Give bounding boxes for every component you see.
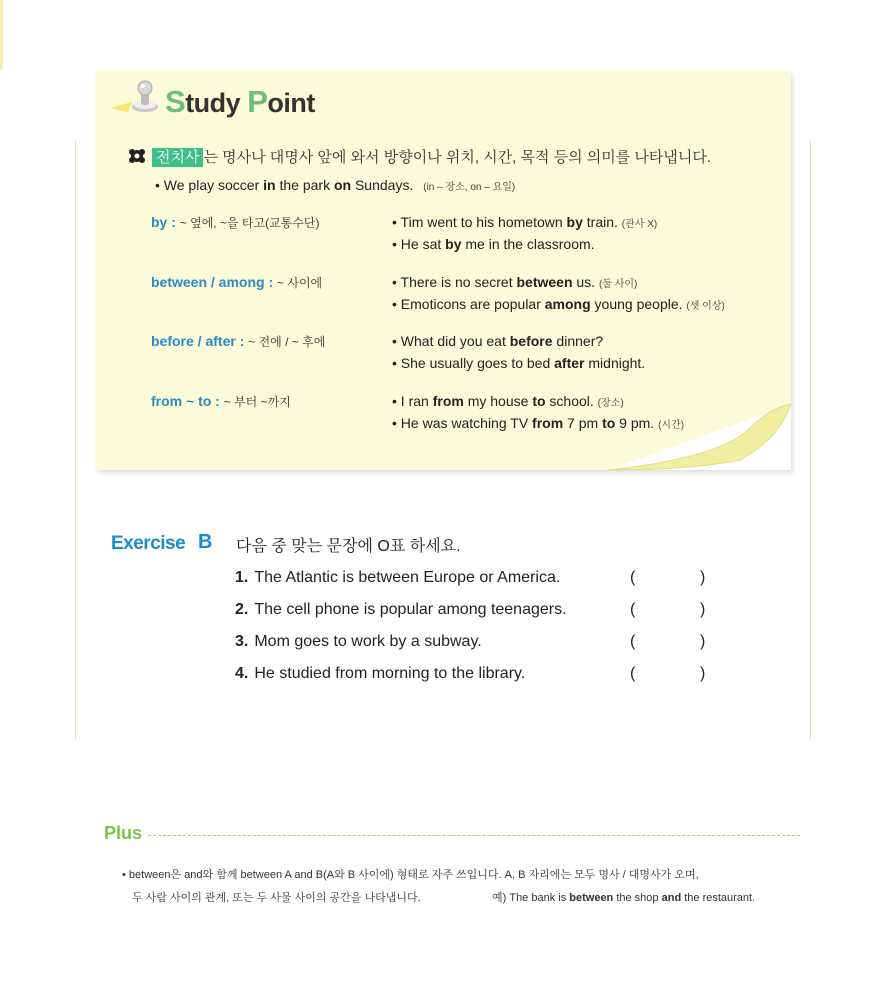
plus-divider [148,835,800,836]
exercise-letter: B [198,531,213,553]
intro-example: • We play soccer in the park on Sundays. (in – 장소, on – 요일) [155,177,516,193]
example-row: • Emoticons are popular among young people. (셋 이상) [392,296,725,312]
frame-line-right [810,140,811,740]
answer-close-paren: ) [700,601,706,618]
answer-open-paren[interactable]: ( [630,601,636,618]
flower-icon [128,148,146,164]
study-point-title: Study Point [165,84,315,119]
plus-line-2: 두 사람 사이의 관계, 또는 두 사물 사이의 공간을 나타냅니다. [132,892,421,904]
answer-close-paren: ) [700,633,706,650]
intro-text: 는 명사나 대명사 앞에 와서 방향이나 위치, 시간, 목적 등의 의미를 나타냅니다. [203,149,712,166]
exercise-label: Exercise [111,533,186,554]
question-row: 1. The Atlantic is between Europe or America. [235,569,561,586]
point-head-by: by : ~ 옆에, ~을 타고(교통수단) [151,214,320,230]
example-row: • I ran from my house to school. (장소) [392,393,624,409]
example-row: • What did you eat before dinner? [392,333,604,349]
answer-close-paren: ) [700,569,706,586]
question-row: 2. The cell phone is popular among teenagers. [235,601,567,618]
answer-open-paren[interactable]: ( [630,633,636,650]
plus-example: 예) The bank is between the shop and the restaurant. [492,892,756,904]
intro-line [128,146,711,167]
example-row: • There is no secret between us. (둘 사이) [392,274,638,290]
example-row: • He sat by me in the classroom. [392,236,595,252]
example-row: • Tim went to his hometown by train. (관사 X) [392,214,658,230]
point-head-before-after: before / after : ~ 전에 / ~ 후에 [151,333,326,349]
answer-close-paren: ) [700,665,706,682]
plus-label: Plus [104,823,143,843]
page-curl [600,398,800,478]
study-point-icon [108,78,166,118]
example-row: • She usually goes to bed after midnight. [392,355,646,371]
example-row: • He was watching TV from 7 pm to 9 pm. (시간) [392,415,685,431]
question-row: 4. He studied from morning to the library. [235,665,526,682]
answer-open-paren[interactable]: ( [630,665,636,682]
plus-line-1: • between은 and와 함께 between A and B(A와 B 사이에) 형태로 자주 쓰입니다. A, B 자리에는 모두 명사 / 대명사가 오며, [122,869,699,881]
point-head-from-to: from ~ to : ~ 부터 ~까지 [151,393,291,409]
term-highlight: 전치사 [152,148,203,167]
point-head-between-among: between / among : ~ 사이에 [151,274,323,290]
answer-open-paren[interactable]: ( [630,569,636,586]
page-edge-tab [0,0,3,70]
exercise-instruction: 다음 중 맞는 문장에 O표 하세요. [236,538,461,555]
frame-line-left [75,140,76,740]
question-row: 3. Mom goes to work by a subway. [235,633,482,650]
